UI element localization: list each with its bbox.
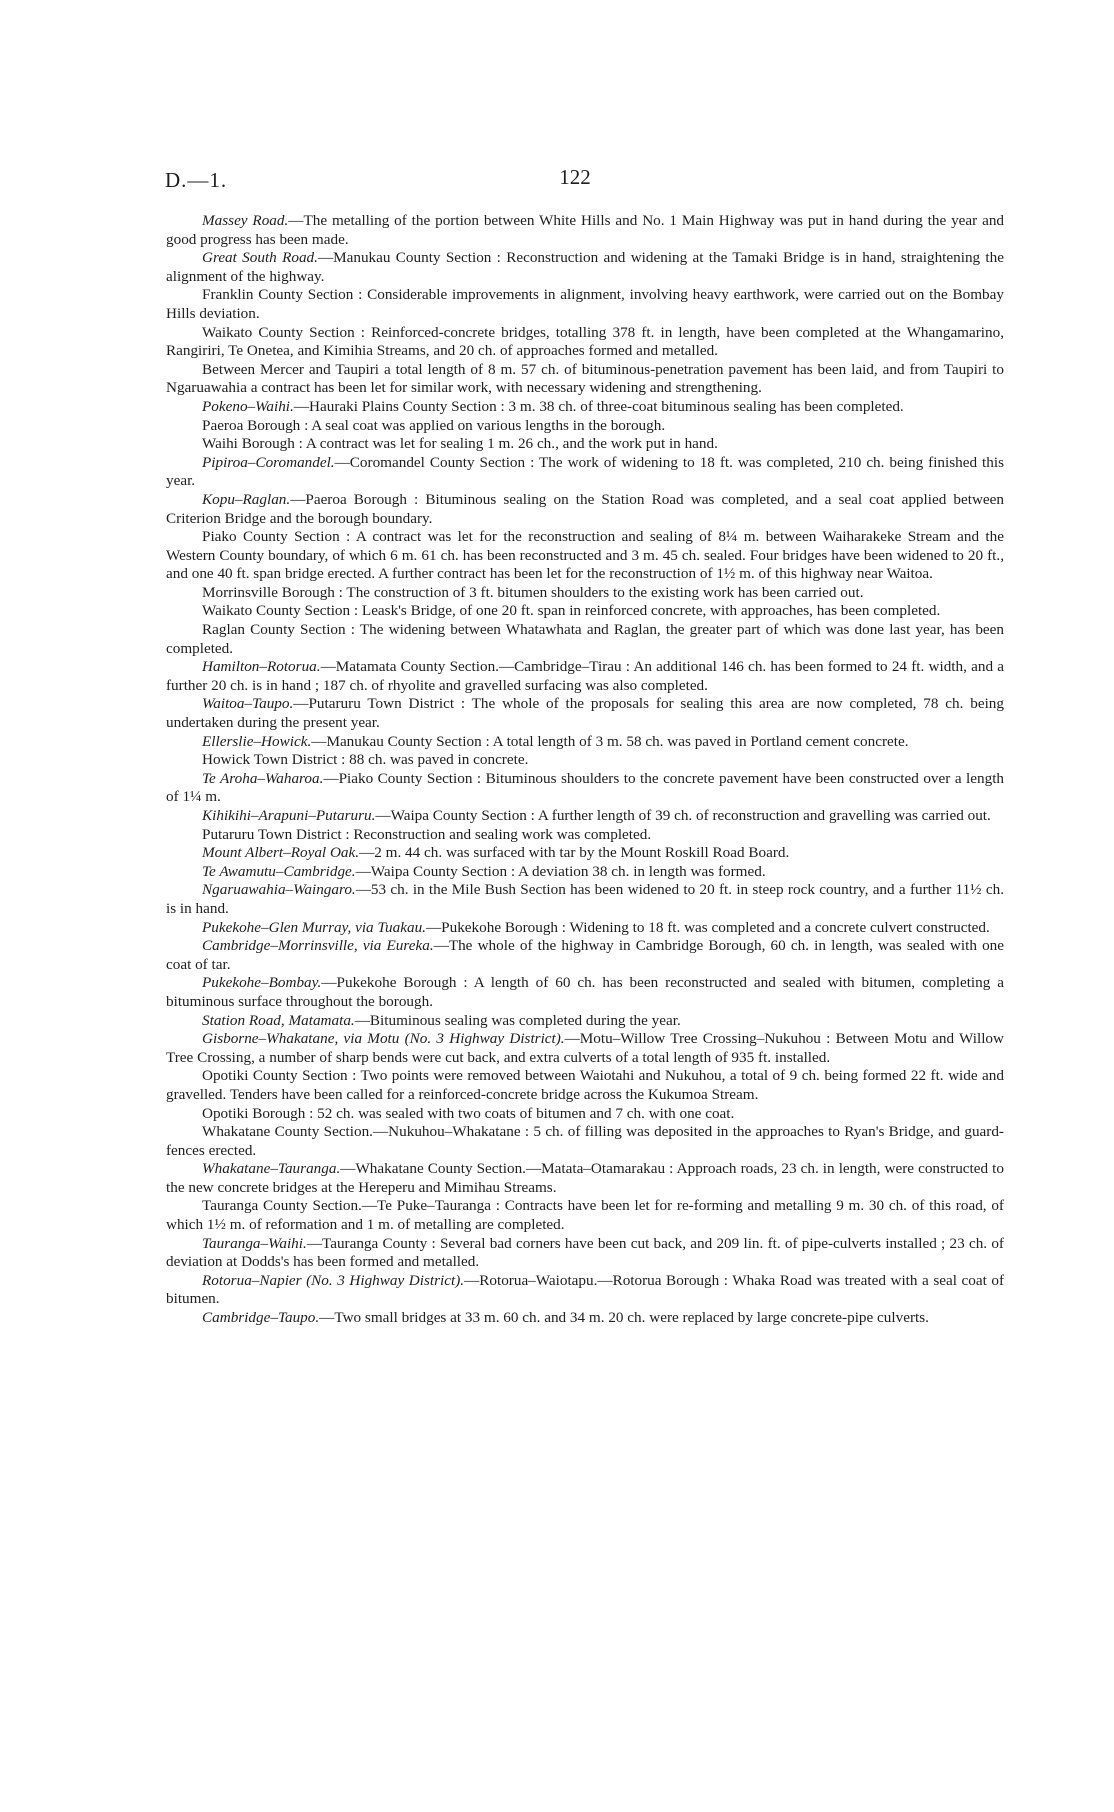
paragraph-text: Waikato County Section : Reinforced-concrete bridges, totalling 378 ft. in length, have been completed at the Whangamarino, Rangiriri, Te Onetea, and Kimihia Streams, and 20 ch. of approaches formed and metalled. <box>166 323 1004 360</box>
paragraph-text: —2 m. 44 ch. was surfaced with tar by the Mount Roskill Road Board. <box>359 844 790 862</box>
paragraph <box>166 584 1004 603</box>
paragraph <box>166 826 1004 845</box>
paragraph-text: —Matamata County Section.—Cambridge–Tirau : An additional 146 ch. has been formed to 24 ft. width, and a further 20 ch. is in hand ; 187 ch. of rhyolite and gravelled surfacing was also completed. <box>166 658 1004 694</box>
paragraph <box>166 324 1004 361</box>
paragraph-text: —Coromandel County Section : The work of widening to 18 ft. was completed, 210 ch. being finished this year. <box>166 453 1004 490</box>
paragraph <box>166 1067 1004 1104</box>
paragraph-title: Station Road, Matamata. <box>202 1011 355 1029</box>
paragraph <box>166 1272 1004 1309</box>
paragraph-text: Whakatane County Section.—Nukuhou–Whakatane : 5 ch. of filling was deposited in the approaches to Ryan's Bridge, and guard-fences erected. <box>166 1123 1004 1159</box>
paragraph <box>166 1235 1004 1272</box>
paragraph <box>166 398 1004 417</box>
paragraph-text: —Bituminous sealing was completed during the year. <box>354 1011 681 1029</box>
paragraph-text: —Waipa County Section : A deviation 38 ch. in length was formed. <box>355 862 766 880</box>
paragraph-title: Pokeno–Waihi. <box>202 397 294 415</box>
paragraph-text: Morrinsville Borough : The construction of 3 ft. bitumen shoulders to the existing work has been carried out. <box>202 583 864 601</box>
paragraph-title: Kopu–Raglan. <box>202 490 291 508</box>
paragraph <box>166 602 1004 621</box>
document-body <box>166 212 1004 1328</box>
paragraph <box>166 881 1004 918</box>
paragraph-title: Cambridge–Morrinsville, via Eureka. <box>202 937 434 955</box>
paragraph-title: Kihikihi–Arapuni–Putaruru. <box>202 807 376 824</box>
paragraph <box>166 361 1004 398</box>
paragraph-text: Opotiki County Section : Two points were removed between Waiotahi and Nukuhou, a total of 9 ch. being formed 22 ft. wide and gravelled. Tenders have been called for a reinforced-concrete bridge across the Kukumoa Stream. <box>166 1067 1004 1103</box>
paragraph <box>166 1123 1004 1160</box>
paragraph-text: Putaruru Town District : Reconstruction and sealing work was completed. <box>202 825 652 843</box>
paragraph-text: —Whakatane County Section.—Matata–Otamarakau : Approach roads, 23 ch. in length, were constructed to the new concrete bridges at the Hereperu and Mimihau Streams. <box>166 1160 1004 1196</box>
paragraph <box>166 937 1004 974</box>
paragraph <box>166 417 1004 436</box>
paragraph-title: Waitoa–Taupo. <box>202 695 294 713</box>
paragraph-title: Pipiroa–Coromandel. <box>202 453 335 471</box>
paragraph-title: Cambridge–Taupo. <box>202 1309 320 1327</box>
paragraph <box>166 658 1004 695</box>
paragraph-text: —Manukau County Section : Reconstruction and widening at the Tamaki Bridge is in hand, straightening the alignment of the highway. <box>166 249 1004 285</box>
paragraph <box>166 1012 1004 1031</box>
paragraph <box>166 733 1004 752</box>
page-number: 122 <box>559 165 591 189</box>
paragraph <box>166 974 1004 1011</box>
paragraph <box>166 1160 1004 1197</box>
paragraph-text: —Motu–Willow Tree Crossing–Nukuhou : Between Motu and Willow Tree Crossing, a number of sharp bends were cut back, and extra culverts of a total length of 935 ft. installed. <box>166 1030 1004 1066</box>
paragraph-title: Te Awamutu–Cambridge. <box>202 862 356 880</box>
paragraph-text: —The whole of the highway in Cambridge Borough, 60 ch. in length, was sealed with one coat of tar. <box>166 937 1005 973</box>
paragraph-text: Waihi Borough : A contract was let for sealing 1 m. 26 ch., and the work put in hand. <box>202 435 718 453</box>
paragraph-title: Pukekohe–Glen Murray, via Tuakau. <box>202 918 426 936</box>
paragraph <box>166 1197 1004 1234</box>
paragraph-text: Howick Town District : 88 ch. was paved in concrete. <box>202 751 529 769</box>
paragraph-text: —53 ch. in the Mile Bush Section has been widened to 20 ft. in steep rock country, and a further 11½ ch. is in hand. <box>166 881 1004 917</box>
paragraph <box>166 1309 1004 1328</box>
paragraph-text: —Putaruru Town District : The whole of the proposals for sealing this area are now completed, 78 ch. being undertaken during the present year. <box>166 695 1004 732</box>
paragraph <box>166 528 1004 584</box>
paragraph-text: Waikato County Section : Leask's Bridge, of one 20 ft. span in reinforced concrete, with approaches, has been completed. <box>202 602 941 620</box>
paragraph-text: Opotiki Borough : 52 ch. was sealed with two coats of bitumen and 7 ch. with one coat. <box>202 1104 735 1122</box>
paragraph <box>166 751 1004 770</box>
document-reference: D.—1. <box>165 168 228 192</box>
paragraph <box>166 695 1004 732</box>
paragraph-text: —The metalling of the portion between White Hills and No. 1 Main Highway was put in hand during the year and good progress has been made. <box>166 212 1005 248</box>
paragraph-text: Franklin County Section : Considerable improvements in alignment, involving heavy earthwork, were carried out on the Bombay Hills deviation. <box>166 286 1004 322</box>
paragraph <box>166 1105 1004 1124</box>
paragraph <box>166 212 1004 249</box>
paragraph-text: —Pukekohe Borough : A length of 60 ch. has been reconstructed and sealed with bitumen, completing a bituminous surface throughout the borough. <box>166 974 1004 1010</box>
paragraph-title: Whakatane–Tauranga. <box>202 1160 341 1178</box>
paragraph-title: Ngaruawahia–Waingaro. <box>202 881 356 899</box>
paragraph-text: Piako County Section : A contract was let for the reconstruction and sealing of 8¼ m. between Waiharakeke Stream and the Western County boundary, of which 6 m. 61 ch. has been reconstructed and 3 m. 45 ch. sealed. Four bridges have been widened to 20 ft., and one 40 ft. span bridge erected. A further contract has been let for the reconstruction of 1½ m. of this highway near Waitoa. <box>166 528 1004 583</box>
paragraph-text: Raglan County Section : The widening between Whatawhata and Raglan, the greater part of which was done last year, has been completed. <box>166 621 1004 657</box>
paragraph-title: Great South Road. <box>202 249 318 267</box>
paragraph-text: —Tauranga County : Several bad corners have been cut back, and 209 lin. ft. of pipe-culverts installed ; 23 ch. of deviation at Dodds's has been formed and metalled. <box>166 1234 1004 1271</box>
paragraph-text: —Pukekohe Borough : Widening to 18 ft. was completed and a concrete culvert constructed. <box>425 918 990 936</box>
paragraph <box>166 919 1004 938</box>
paragraph <box>166 249 1004 286</box>
paragraph-title: Rotorua–Napier (No. 3 Highway District). <box>202 1271 465 1289</box>
paragraph <box>166 435 1004 454</box>
paragraph-title: Massey Road. <box>202 212 289 229</box>
paragraph-text: —Rotorua–Waiotapu.—Rotorua Borough : Whaka Road was treated with a seal coat of bitumen. <box>166 1271 1004 1308</box>
paragraph-title: Ellerslie–Howick. <box>202 732 312 750</box>
paragraph-text: Tauranga County Section.—Te Puke–Tauranga : Contracts have been let for re-forming and metalling 9 m. 30 ch. of this road, of which 1½ m. of reformation and 1 m. of metalling are completed. <box>166 1197 1004 1234</box>
paragraph <box>166 621 1004 658</box>
paragraph <box>166 491 1004 528</box>
paragraph-text: Between Mercer and Taupiri a total length of 8 m. 57 ch. of bituminous-penetration pavement has been laid, and from Taupiri to Ngaruawahia a contract has been let for similar work, with necessary widening and strengthening. <box>166 360 1004 397</box>
paragraph-title: Te Aroha–Waharoa. <box>202 769 324 787</box>
paragraph <box>166 844 1004 863</box>
paragraph-text: —Two small bridges at 33 m. 60 ch. and 34 m. 20 ch. were replaced by large concrete-pipe culverts. <box>319 1309 929 1327</box>
paragraph <box>166 770 1004 807</box>
paragraph <box>166 286 1004 323</box>
paragraph <box>166 1030 1004 1067</box>
paragraph-text: —Manukau County Section : A total length of 3 m. 58 ch. was paved in Portland cement concrete. <box>311 732 909 750</box>
paragraph-title: Hamilton–Rotorua. <box>202 658 321 676</box>
paragraph <box>166 863 1004 882</box>
paragraph-text: —Hauraki Plains County Section : 3 m. 38 ch. of three-coat bituminous sealing has been completed. <box>293 397 904 415</box>
paragraph-text: —Paeroa Borough : Bituminous sealing on the Station Road was completed, and a seal coat applied between Criterion Bridge and the borough boundary. <box>166 490 1004 527</box>
paragraph <box>166 454 1004 491</box>
paragraph-text: —Waipa County Section : A further length of 39 ch. of reconstruction and gravelling was carried out. <box>375 807 991 824</box>
paragraph-text: —Piako County Section : Bituminous shoulders to the concrete pavement have been constructed over a length of 1¼ m. <box>166 769 1005 806</box>
paragraph-title: Gisborne–Whakatane, via Motu (No. 3 Highway District). <box>202 1030 565 1048</box>
paragraph-title: Mount Albert–Royal Oak. <box>202 844 360 862</box>
paragraph <box>166 807 1004 826</box>
paragraph-text: Paeroa Borough : A seal coat was applied on various lengths in the borough. <box>202 416 666 434</box>
paragraph-title: Pukekohe–Bombay. <box>202 974 322 992</box>
paragraph-title: Tauranga–Waihi. <box>202 1234 307 1252</box>
